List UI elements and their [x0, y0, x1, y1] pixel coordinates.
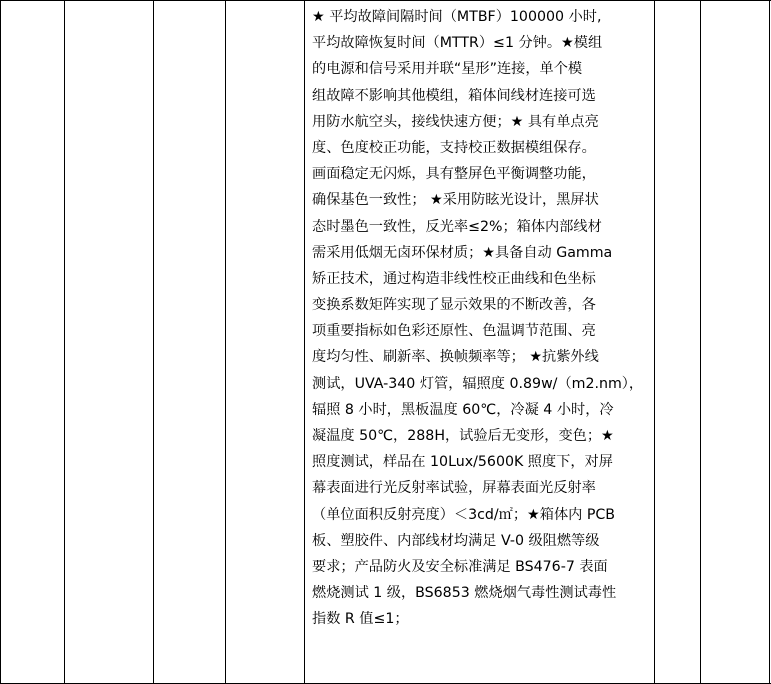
- spec-line: 用防水航空头，接线快速方便；★ 具有单点亮: [312, 113, 599, 130]
- spec-line: 凝温度 50℃，288H，试验后无变形，变色；★: [312, 428, 614, 444]
- spec-line: 变换系数矩阵实现了显示效果的不断改善，各: [312, 297, 596, 314]
- spec-line: 项重要指标如色彩还原性、色温调节范围、亮: [312, 323, 596, 340]
- row-border-top: [0, 0, 771, 1]
- spec-line: ★ 平均故障间隔时间（MTBF）100000 小时,: [312, 9, 602, 25]
- spec-line: 测试，UVA-340 灯管，辐照度 0.89w/（m2.nm），: [312, 375, 644, 392]
- spec-line: 需采用低烟无卤环保材质；★具备自动 Gamma: [312, 244, 613, 261]
- spec-line: 度均匀性、刷新率、换帧频率等； ★抗紫外线: [312, 349, 599, 366]
- spec-line: 平均故障恢复时间（MTTR）≤1 分钟。★模组: [312, 35, 603, 52]
- spec-line: 组故障不影响其他模组，箱体间线材连接可选: [312, 87, 596, 104]
- column-border: [769, 0, 770, 684]
- spec-line: 燃烧测试 1 级，BS6853 燃烧烟气毒性测试毒性: [312, 585, 617, 602]
- spec-line: 态时墨色一致性，反光率≤2%；箱体内部线材: [312, 218, 602, 235]
- column-border: [654, 0, 655, 684]
- spec-line: 矫正技术，通过构造非线性校正曲线和色坐标: [312, 270, 596, 287]
- spec-line: 幕表面进行光反射率试验，屏幕表面光反射率: [312, 480, 596, 497]
- spec-line: （单位面积反射亮度）＜3cd/㎡；★箱体内 PCB: [312, 506, 616, 523]
- column-border: [153, 0, 154, 684]
- spec-line: 照度测试，样品在 10Lux/5600K 照度下，对屏: [312, 454, 613, 471]
- spec-description-cell: [312, 4, 649, 684]
- column-border: [304, 0, 305, 684]
- spec-line: 要求；产品防火及安全标准满足 BS476-7 表面: [312, 558, 608, 575]
- spec-line: 板、塑胶件、内部线材均满足 V-0 级阻燃等级: [312, 532, 600, 549]
- spec-line: 指数 R 值≤1；: [312, 611, 409, 628]
- spec-line: 画面稳定无闪烁，具有整屏色平衡调整功能，: [312, 166, 596, 183]
- column-border: [0, 0, 1, 684]
- column-border: [225, 0, 226, 684]
- spec-line: 度、色度校正功能，支持校正数据模组保存。: [312, 139, 596, 156]
- column-border: [64, 0, 65, 684]
- spec-line: 的电源和信号采用并联“星形”连接，单个模: [312, 61, 583, 78]
- spec-line: 确保基色一致性； ★采用防眩光设计，黑屏状: [312, 192, 599, 209]
- column-border: [700, 0, 701, 684]
- spec-line: 辐照 8 小时，黑板温度 60℃，冷凝 4 小时，冷: [312, 401, 614, 418]
